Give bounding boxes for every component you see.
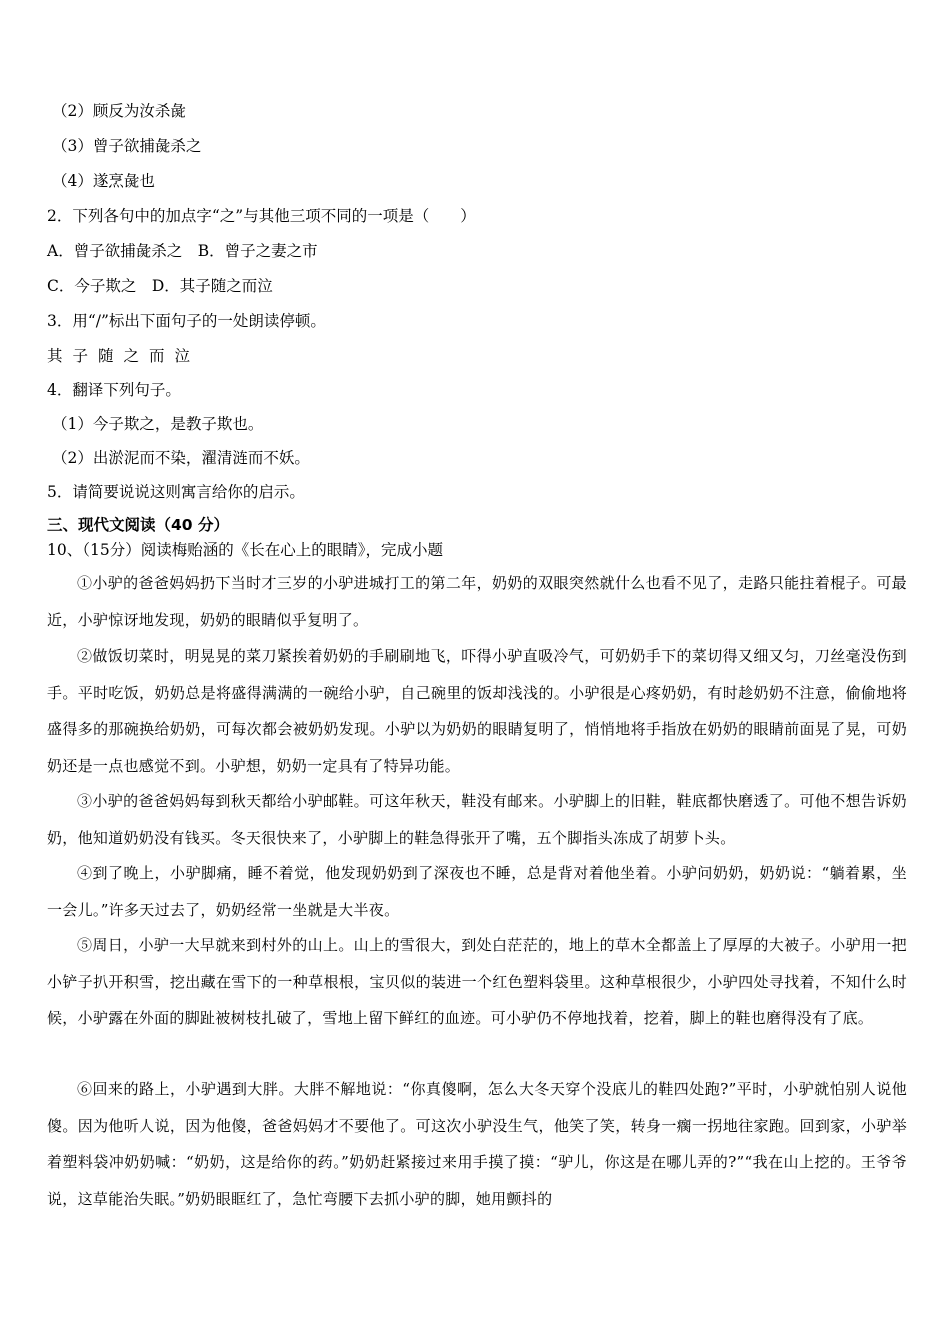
question-2-options-ab: A．曾子欲捕彘杀之 B．曾子之妻之市 <box>47 242 318 260</box>
question-4-item-1: （1）今子欺之，是教子欺也。 <box>52 415 264 433</box>
sub-item-2: （2）顾反为汝杀彘 <box>52 102 186 120</box>
question-4: 4．翻译下列句子。 <box>47 381 181 399</box>
question-2-options-cd: C．今子欺之 D．其子随之而泣 <box>47 277 273 295</box>
question-5: 5．请简要说说这则寓言给你的启示。 <box>47 483 305 501</box>
paragraph-4: ④到了晚上，小驴脚痛，睡不着觉，他发现奶奶到了深夜也不睡，总是背对着他坐着。小驴问奶奶，奶奶说：“躺着累，坐一会儿。”许多天过去了，奶奶经常一坐就是大半夜。 <box>47 864 907 919</box>
question-4-item-2: （2）出淤泥而不染，濯清涟而不妖。 <box>52 449 310 467</box>
sub-item-4: （4）遂烹彘也 <box>52 172 155 190</box>
question-2: 2．下列各句中的加点字“之”与其他三项不同的一项是（ ） <box>47 207 476 225</box>
question-3: 3．用“/”标出下面句子的一处朗读停顿。 <box>47 312 326 330</box>
sub-item-3: （3）曾子欲捕彘杀之 <box>52 137 202 155</box>
paragraph-1: ①小驴的爸爸妈妈扔下当时才三岁的小驴进城打工的第二年，奶奶的双眼突然就什么也看不见了，走路只能拄着棍子。可最近，小驴惊讶地发现，奶奶的眼睛似乎复明了。 <box>47 574 907 629</box>
section-heading: 三、现代文阅读（40 分） <box>47 516 229 534</box>
reading-intro: 10、（15分）阅读梅贻涵的《长在心上的眼睛》，完成小题 <box>47 541 443 559</box>
paragraph-2: ②做饭切菜时，明晃晃的菜刀紧挨着奶奶的手刷刷地飞，吓得小驴直吸冷气，可奶奶手下的菜切得又细又匀，刀丝毫没伤到手。平时吃饭，奶奶总是将盛得满满的一碗给小驴，自己碗里的饭却浅浅的。小驴很是心疼奶奶，有时趁奶奶不注意，偷偷地将盛得多的那碗换给奶奶，可每次都会被奶奶发现。小驴以为奶奶的眼睛复明了，悄悄地将手指放在奶奶的眼睛前面晃了晃，可奶奶还是一点也感觉不到。小驴想，奶奶一定具有了特异功能。 <box>47 647 907 775</box>
paragraph-6: ⑥回来的路上，小驴遇到大胖。大胖不解地说：“你真傻啊，怎么大冬天穿个没底儿的鞋四处跑?”平时，小驴就怕别人说他傻。因为他听人说，因为他傻，爸爸妈妈才不要他了。可这次小驴没生气，他笑了笑，转身一瘸一拐地往家跑。回到家，小驴举着塑料袋冲奶奶喊：“奶奶，这是给你的药。”奶奶赶紧接过来用手摸了摸：“驴儿，你这是在哪儿弄的?”“我在山上挖的。王爷爷说，这草能治失眠。”奶奶眼眶红了，急忙弯腰下去抓小驴的脚，她用颤抖的 <box>47 1080 907 1208</box>
paragraph-5: ⑤周日，小驴一大早就来到村外的山上。山上的雪很大，到处白茫茫的，地上的草木全都盖上了厚厚的大被子。小驴用一把小铲子扒开积雪，挖出藏在雪下的一种草根根，宝贝似的装进一个红色塑料袋里。这种草根很少，小驴四处寻找着，不知什么时候，小驴露在外面的脚趾被树枝扎破了，雪地上留下鲜红的血迹。可小驴仍不停地找着，挖着，脚上的鞋也磨得没有了底。 <box>47 936 907 1027</box>
question-3-sentence: 其子随之而泣 <box>47 347 201 365</box>
paragraph-3: ③小驴的爸爸妈妈每到秋天都给小驴邮鞋。可这年秋天，鞋没有邮来。小驴脚上的旧鞋，鞋底都快磨透了。可他不想告诉奶奶，他知道奶奶没有钱买。冬天很快来了，小驴脚上的鞋急得张开了嘴，五个脚指头冻成了胡萝卜头。 <box>47 792 907 847</box>
